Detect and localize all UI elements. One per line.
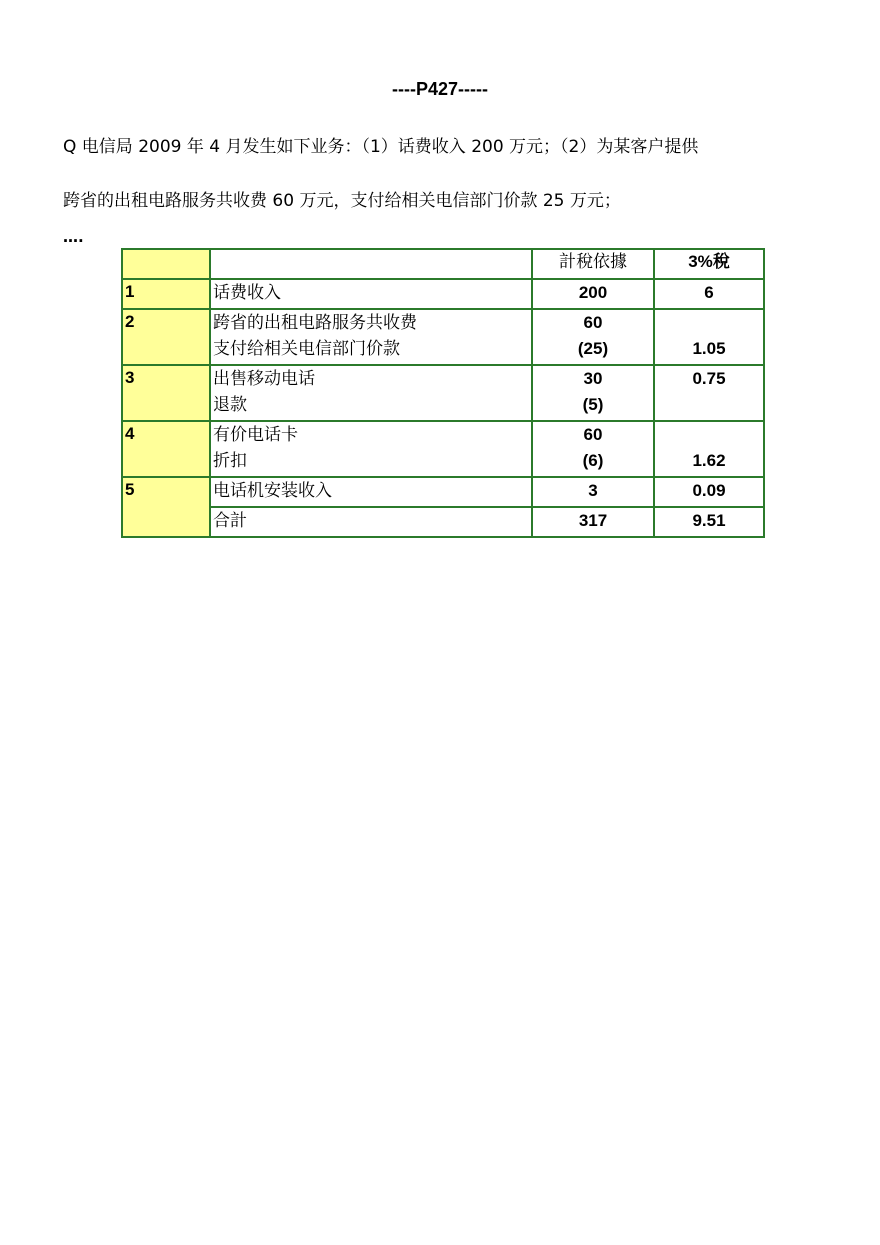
row-tax-base bbox=[532, 421, 654, 477]
problem-text-line-1: Q 电信局 2009 年 4 月发生如下业务：（1）话费收入 200 万元；（2）为某客户提供 bbox=[63, 137, 699, 157]
ellipsis: …. bbox=[63, 228, 84, 246]
table-header-row bbox=[122, 249, 764, 279]
tax-base-value: 200 bbox=[578, 283, 608, 302]
tax-base-value: 30 bbox=[583, 369, 603, 388]
header-tax-label: 3%稅 bbox=[688, 252, 730, 271]
total-tax-base-value: 317 bbox=[578, 511, 608, 530]
tax-base-value: 60 bbox=[583, 313, 603, 332]
tax-amount-value bbox=[655, 310, 763, 336]
row-tax-base bbox=[532, 309, 654, 365]
tax-amount-value: 1.62 bbox=[692, 451, 726, 470]
row-tax-amount bbox=[654, 365, 764, 421]
tax-amount-value bbox=[655, 422, 763, 448]
problem-text-line-2: 跨省的出租电路服务共收费 60 万元，支付给相关电信部门价款 25 万元； bbox=[63, 191, 621, 211]
description-line: 出售移动电话 bbox=[213, 369, 315, 389]
tax-base-value: (5) bbox=[582, 395, 604, 414]
tax-amount-value: 1.05 bbox=[692, 339, 726, 358]
header-base-label: 計稅依據 bbox=[559, 252, 627, 272]
header-tax-cell bbox=[654, 249, 764, 279]
row-description bbox=[210, 309, 532, 365]
tax-base-value: 60 bbox=[583, 425, 603, 444]
row-description bbox=[210, 365, 532, 421]
tax-base-value: (6) bbox=[582, 451, 604, 470]
row-tax-base bbox=[532, 279, 654, 309]
row-description bbox=[210, 279, 532, 309]
row-index: 4 bbox=[122, 421, 210, 477]
total-tax-base bbox=[532, 507, 654, 537]
description-line: 折扣 bbox=[213, 451, 247, 471]
row-tax-base bbox=[532, 477, 654, 507]
row-description bbox=[210, 477, 532, 507]
total-tax-amount-value: 9.51 bbox=[692, 511, 726, 530]
description-line: 电话机安装收入 bbox=[213, 481, 332, 501]
row-index: 1 bbox=[122, 279, 210, 309]
table-row bbox=[122, 365, 764, 421]
table-row bbox=[122, 477, 764, 507]
description-line: 话费收入 bbox=[213, 283, 281, 303]
total-label-text: 合計 bbox=[213, 511, 247, 531]
total-tax-amount bbox=[654, 507, 764, 537]
tax-base-value: (25) bbox=[577, 339, 609, 358]
table-total-row bbox=[122, 507, 764, 537]
tax-amount-value: 0.75 bbox=[692, 369, 726, 388]
tax-amount-value: 6 bbox=[704, 283, 714, 302]
row-index: 2 bbox=[122, 309, 210, 365]
header-idx-cell bbox=[122, 249, 210, 279]
row-index: 5 bbox=[122, 477, 210, 537]
description-line: 退款 bbox=[213, 395, 247, 415]
row-description bbox=[210, 421, 532, 477]
tax-amount-value bbox=[655, 392, 763, 418]
row-tax-amount bbox=[654, 309, 764, 365]
table-row bbox=[122, 309, 764, 365]
tax-table bbox=[121, 248, 765, 538]
description-line: 有价电话卡 bbox=[213, 425, 298, 445]
total-label bbox=[210, 507, 532, 537]
page-title: ----P427----- bbox=[392, 79, 488, 99]
row-index: 3 bbox=[122, 365, 210, 421]
row-tax-base bbox=[532, 365, 654, 421]
header-base-cell bbox=[532, 249, 654, 279]
table-row bbox=[122, 421, 764, 477]
table-row bbox=[122, 279, 764, 309]
header-desc-cell bbox=[210, 249, 532, 279]
tax-amount-value: 0.09 bbox=[692, 481, 726, 500]
row-tax-amount bbox=[654, 421, 764, 477]
row-tax-amount bbox=[654, 279, 764, 309]
description-line: 支付给相关电信部门价款 bbox=[213, 339, 400, 359]
row-tax-amount bbox=[654, 477, 764, 507]
description-line: 跨省的出租电路服务共收费 bbox=[213, 313, 417, 333]
tax-base-value: 3 bbox=[588, 481, 598, 500]
